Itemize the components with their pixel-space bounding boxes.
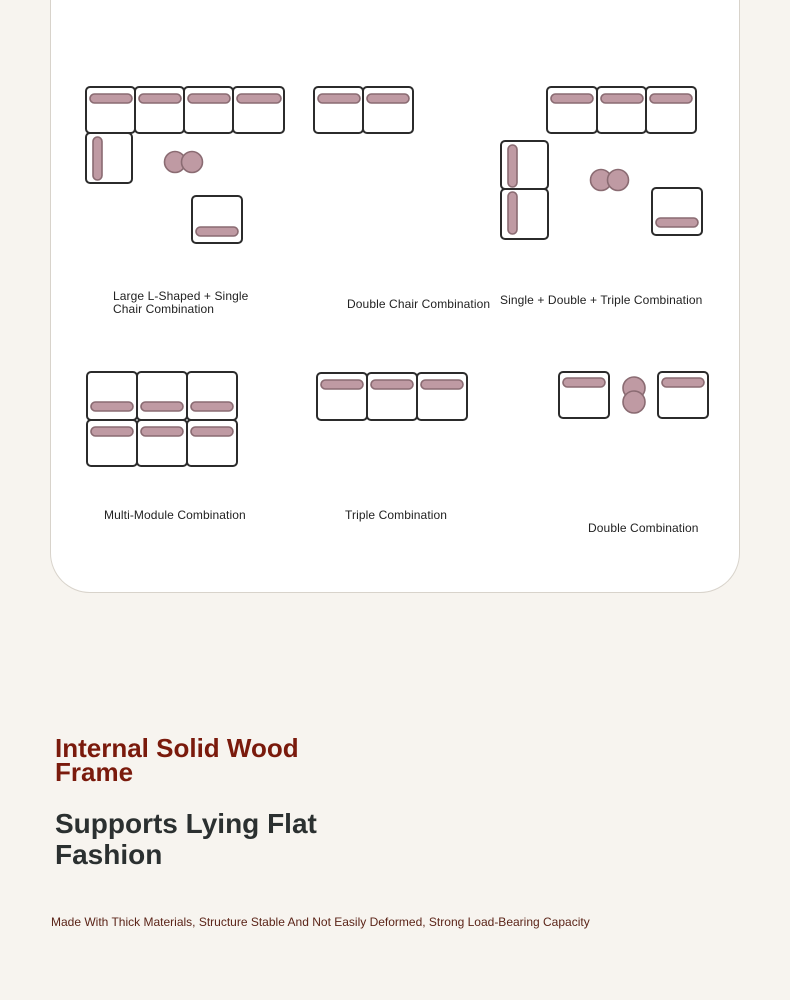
combo-label-4: Multi-Module Combination [104, 508, 246, 522]
feature-description: Made With Thick Materials, Structure Stable And Not Easily Deformed, Strong Load-Bearing Capacity [51, 915, 590, 929]
double-diagram [552, 365, 717, 425]
module-top-4 [233, 87, 284, 133]
module-top-3 [184, 87, 233, 133]
triple-diagram [310, 365, 475, 425]
module-top-2 [135, 87, 184, 133]
combo-label-1: Large L-Shaped + Single Chair Combination [113, 289, 249, 316]
ottoman-pair [623, 377, 645, 413]
large-l-shaped-diagram [80, 80, 290, 250]
combo-label-3: Single + Double + Triple Combination [500, 293, 703, 307]
combo-label-5: Triple Combination [345, 508, 448, 522]
single-chair [652, 188, 702, 235]
frame-feature-title: Internal Solid Wood Frame [55, 733, 299, 787]
module-1 [317, 373, 367, 420]
double-chair-diagram [310, 80, 420, 140]
triple-module-1 [547, 87, 597, 133]
module-side [86, 133, 132, 183]
multi-module-diagram [80, 365, 245, 475]
flat-feature-title: Supports Lying Flat Fashion [55, 808, 317, 870]
module-top-1 [86, 87, 135, 133]
ottoman-pair [165, 152, 203, 173]
module-right [658, 372, 708, 418]
single-double-triple-diagram [496, 80, 708, 245]
triple-module-2 [597, 87, 646, 133]
row-2-module-3 [187, 420, 237, 466]
double-side-2 [501, 189, 548, 239]
row-2-module-2 [137, 420, 187, 466]
module-2 [363, 87, 413, 133]
row-1-module-1 [87, 372, 137, 420]
combo-label-2: Double Chair Combination [347, 297, 491, 311]
row-2-module-1 [87, 420, 137, 466]
row-1-module-2 [137, 372, 187, 420]
combo-label-6: Double Combination [588, 521, 699, 535]
triple-module-3 [646, 87, 696, 133]
module-2 [367, 373, 417, 420]
row-1-module-3 [187, 372, 237, 420]
module-3 [417, 373, 467, 420]
double-side-1 [501, 141, 548, 189]
ottoman-pair [591, 170, 629, 191]
module-1 [314, 87, 363, 133]
single-chair [192, 196, 242, 243]
module-left [559, 372, 609, 418]
